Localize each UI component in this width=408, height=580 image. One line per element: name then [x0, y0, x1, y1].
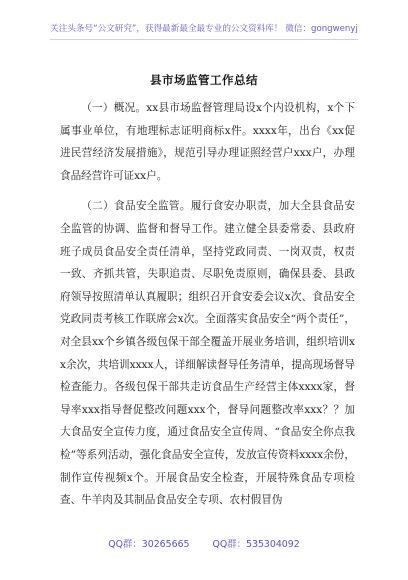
- document-title: 县市场监管工作总结: [150, 73, 258, 87]
- header-note: 关注头条号“公文研究”，获得最新最全最专业的公文资料库！ 微信：gongwenyj: [50, 24, 358, 34]
- qq-group-1: QQ群：30265665: [108, 539, 190, 550]
- header-divider: [50, 39, 358, 40]
- footer-contact: [0, 536, 408, 550]
- qq-group-2: QQ群：535304092: [212, 539, 300, 550]
- paragraph-food-safety: （二）食品安全监管。履行食安办职责，加大全县食品安全监管的协调、监督和督导工作。建立健全县委常委、县政府班子成员食品安全责任清单，坚持党政同责、一岗双责，权责一致、齐抓共管，失职追责、尽职免责原则，确保县委、县政府领导按照清单认真履职；组织召开食安委会议x次、食品安全党政同责考核工作联席会x次。全面落实食品安全“两个责任”，对全县xx个乡镇各级包保干部全覆盖开展业务培训，组织培训xx余次，共培训xxxx人，详细解读督导任务清单，提高现场督导检查能力。各级包保干部共走访食品生产经营主体xxxx家，督导率xxx指导督促整改问题xxx个，督导问题整改率xxx？？加大食品安全宣传力度，通过食品安全宣传周、“食品安全你点我检”等系列活动，强化食品安全宣传，发放宣传资料xxxx余份，制作宣传视频x个。开展食品安全检查，开展特殊食品专项检查、牛羊肉及其制品食品安全专项、农村假冒伪: [60, 200, 355, 507]
- document-body: [60, 97, 355, 520]
- paragraph-overview: （一）概况。xx县市场监督管理局设x个内设机构，x个下属事业单位，有地理标志证明商标x件。xxxx年，出台《xx促进民营经济发展措施》，规范引导办理证照经营户xxx户，办理食品经营许可证xx户。: [60, 102, 355, 182]
